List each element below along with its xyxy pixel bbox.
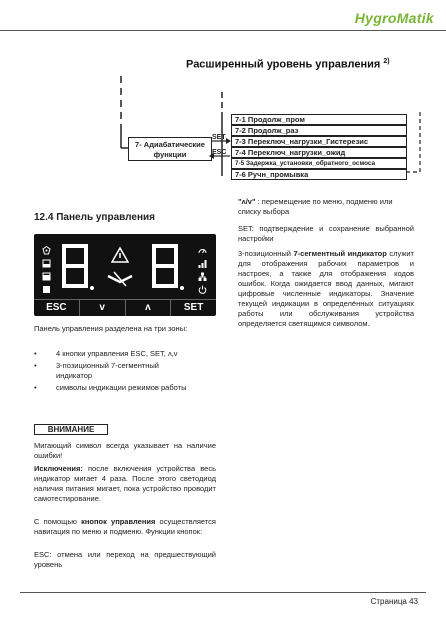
set-description: SET: подтверждение и сохранение выбранной настройки — [238, 224, 414, 243]
bullet-item: • 4 кнопки управления ESC, SET, ʌ,v — [34, 349, 178, 358]
tank-level-icon — [42, 268, 51, 277]
display-description — [238, 249, 414, 329]
arrows-desc-text: : перемещение по меню, подменю или списку выбора — [238, 197, 393, 216]
display-pre: 3-позиционный — [238, 249, 291, 258]
nav-intro-bold: кнопок управления — [81, 517, 156, 526]
bullet-item: • 3-позиционный 7-сегментный индикатор — [34, 361, 216, 381]
section-title-text: Расширенный уровень управления — [186, 58, 381, 71]
alarm-bell-icon — [42, 242, 51, 251]
menu-item-7-1: 7-1 Продолж_пром — [231, 114, 407, 125]
section-title-footnote: 2) — [383, 58, 390, 65]
arrows-symbol: "ʌ/v" — [238, 197, 256, 206]
seven-segment-display — [58, 242, 190, 294]
control-panel — [34, 234, 216, 316]
signal-bars-icon — [198, 255, 207, 264]
set-label: SET — [212, 134, 226, 141]
network-icon — [198, 268, 207, 277]
menu-item-7-2: 7-2 Продолж_раз — [231, 125, 407, 136]
esc-label: ESC — [212, 149, 227, 156]
nav-intro-pre: С помощью — [34, 517, 77, 526]
exception-text: после включения устройства весь индикатор мигает 4 раза. После этого светодиод наличия питания мигает, пока устройство проводит самотестирование. — [34, 464, 216, 503]
down-button[interactable]: v — [80, 300, 126, 316]
menu-item-7-3: 7-3 Переключ_нагрузки_Гистерезис — [231, 136, 407, 147]
menu-parent-adiabatic — [128, 137, 212, 161]
panel-intro: Панель управления разделена на три зоны: — [34, 324, 188, 333]
display-bold: 7-сегментный индикатор — [293, 249, 387, 258]
bullet-item: • символы индикации режимов работы — [34, 383, 187, 392]
nav-intro-post: осуществляется навигация по меню и подменю. Функции кнопок: — [34, 517, 216, 536]
esc-button[interactable]: ESC — [34, 300, 80, 316]
tank-full-icon — [42, 281, 51, 290]
esc-description: ESC: отмена или переход на предшествующий уровень — [34, 550, 216, 569]
menu-item-7-4: 7-4 Переключ_нагрузки_ожид — [231, 147, 407, 158]
nav-intro-paragraph — [34, 517, 216, 537]
footer-divider — [20, 592, 426, 593]
menu-parent-line1: 7- Адиабатические — [135, 140, 205, 149]
bullet-list — [34, 349, 216, 393]
page-number: Страница 43 — [370, 597, 418, 606]
gauge-icon — [198, 242, 207, 251]
bullet-text: 4 кнопки управления ESC, SET, ʌ,v — [56, 349, 178, 358]
menu-item-7-5: 7-5 Задержка_установки_обратного_осмоса — [231, 158, 407, 169]
bullet-text: 3-позиционный 7-сегментный индикатор — [56, 361, 160, 380]
menu-item-7-6: 7-6 Ручн_промывка — [231, 169, 407, 180]
tank-fill-icon — [42, 255, 51, 264]
exception-paragraph — [34, 464, 216, 504]
bullet-text: символы индикации режимов работы — [56, 383, 187, 392]
power-icon — [198, 281, 207, 290]
display-post: служит для отображения рабочих параметров и настроек, а также для отображения кодов ошибок. Когда ожидается ввод данных, мигают цифровые численные индикаторы. Значение текущей индикации в определённых ситуациях работы или обслуживания устройства определяется светящимся символом. — [238, 249, 414, 328]
arrows-description — [238, 197, 414, 217]
panel-button-row — [34, 299, 216, 316]
warning-text: Мигающий символ всегда указывает на наличие ошибки! — [34, 441, 216, 460]
warning-label: ВНИМАНИЕ — [34, 424, 108, 435]
exception-label: Исключения: — [34, 464, 83, 473]
hygromatik-logo: HygroMatik — [354, 10, 434, 26]
set-button[interactable]: SET — [183, 302, 204, 313]
up-button[interactable]: ʌ — [126, 300, 172, 316]
panel-section-heading: 12.4 Панель управления — [34, 212, 155, 223]
menu-parent-line2: функции — [153, 150, 187, 159]
